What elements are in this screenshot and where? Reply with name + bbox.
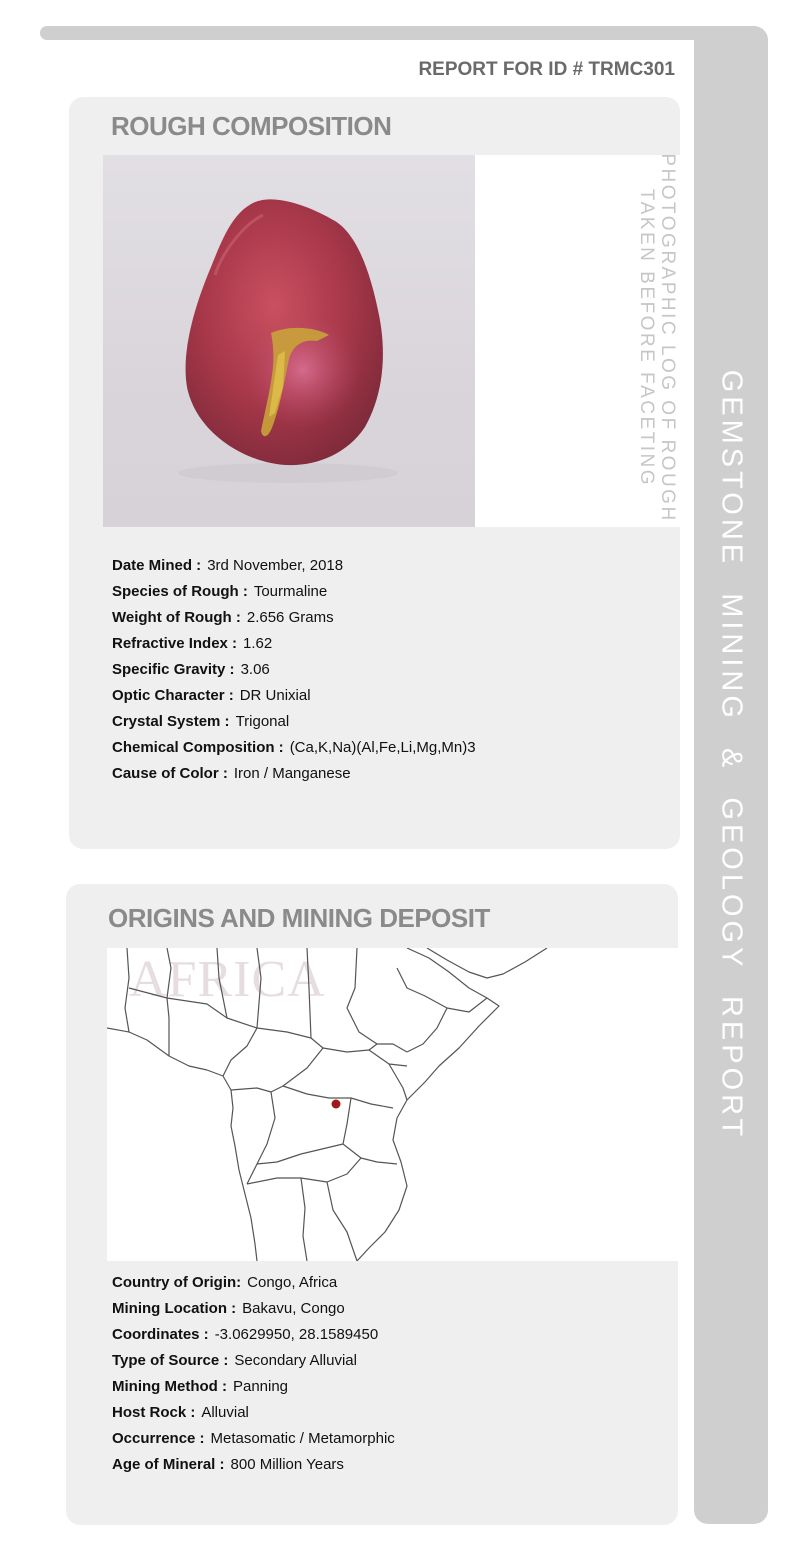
side-report-title: GEMSTONE MINING & GEOLOGY REPORT	[715, 369, 748, 1141]
detail-refractive-index: Refractive Index : 1.62	[112, 635, 273, 652]
rough-gemstone-photo	[103, 155, 475, 527]
detail-mining-method: Mining Method : Panning	[112, 1378, 289, 1395]
detail-weight: Weight of Rough : 2.656 Grams	[112, 609, 334, 626]
detail-age-of-mineral: Age of Mineral : 800 Million Years	[112, 1456, 344, 1473]
rough-details-list	[112, 553, 476, 787]
top-decorative-bar	[40, 26, 730, 40]
rough-composition-title: ROUGH COMPOSITION	[111, 111, 392, 141]
detail-type-of-source: Type of Source : Secondary Alluvial	[112, 1352, 357, 1369]
detail-optic-character: Optic Character : DR Unixial	[112, 687, 311, 704]
map-watermark: AFRICA	[129, 951, 326, 1008]
origins-details-list	[112, 1270, 395, 1478]
photo-caption-line-2: TAKEN BEFORE FACETING	[636, 188, 657, 488]
detail-crystal-system: Crystal System : Trigonal	[112, 713, 290, 730]
rough-photo-area	[103, 155, 680, 527]
detail-specific-gravity: Specific Gravity : 3.06	[112, 661, 270, 678]
detail-country-of-origin: Country of Origin: Congo, Africa	[112, 1274, 338, 1291]
africa-map-outline	[107, 948, 678, 1261]
detail-species: Species of Rough : Tourmaline	[112, 583, 328, 600]
gemstone-image	[103, 155, 475, 527]
report-id: REPORT FOR ID # TRMC301	[418, 59, 675, 80]
photo-caption	[636, 153, 678, 522]
detail-chemical-composition: Chemical Composition : (Ca,K,Na)(Al,Fe,Li,Mg,Mn)3	[112, 739, 476, 756]
detail-cause-of-color: Cause of Color : Iron / Manganese	[112, 765, 351, 782]
africa-map	[107, 948, 678, 1261]
detail-occurrence: Occurrence : Metasomatic / Metamorphic	[112, 1430, 395, 1447]
detail-coordinates: Coordinates : -3.0629950, 28.1589450	[112, 1326, 379, 1343]
detail-mining-location: Mining Location : Bakavu, Congo	[112, 1300, 345, 1317]
detail-host-rock: Host Rock : Alluvial	[112, 1404, 249, 1421]
origins-title: ORIGINS AND MINING DEPOSIT	[108, 903, 490, 933]
photo-caption-line-1: PHOTOGRAPHIC LOG OF ROUGH	[657, 153, 678, 523]
mine-location-marker	[332, 1100, 341, 1109]
detail-date-mined: Date Mined : 3rd November, 2018	[112, 557, 344, 574]
